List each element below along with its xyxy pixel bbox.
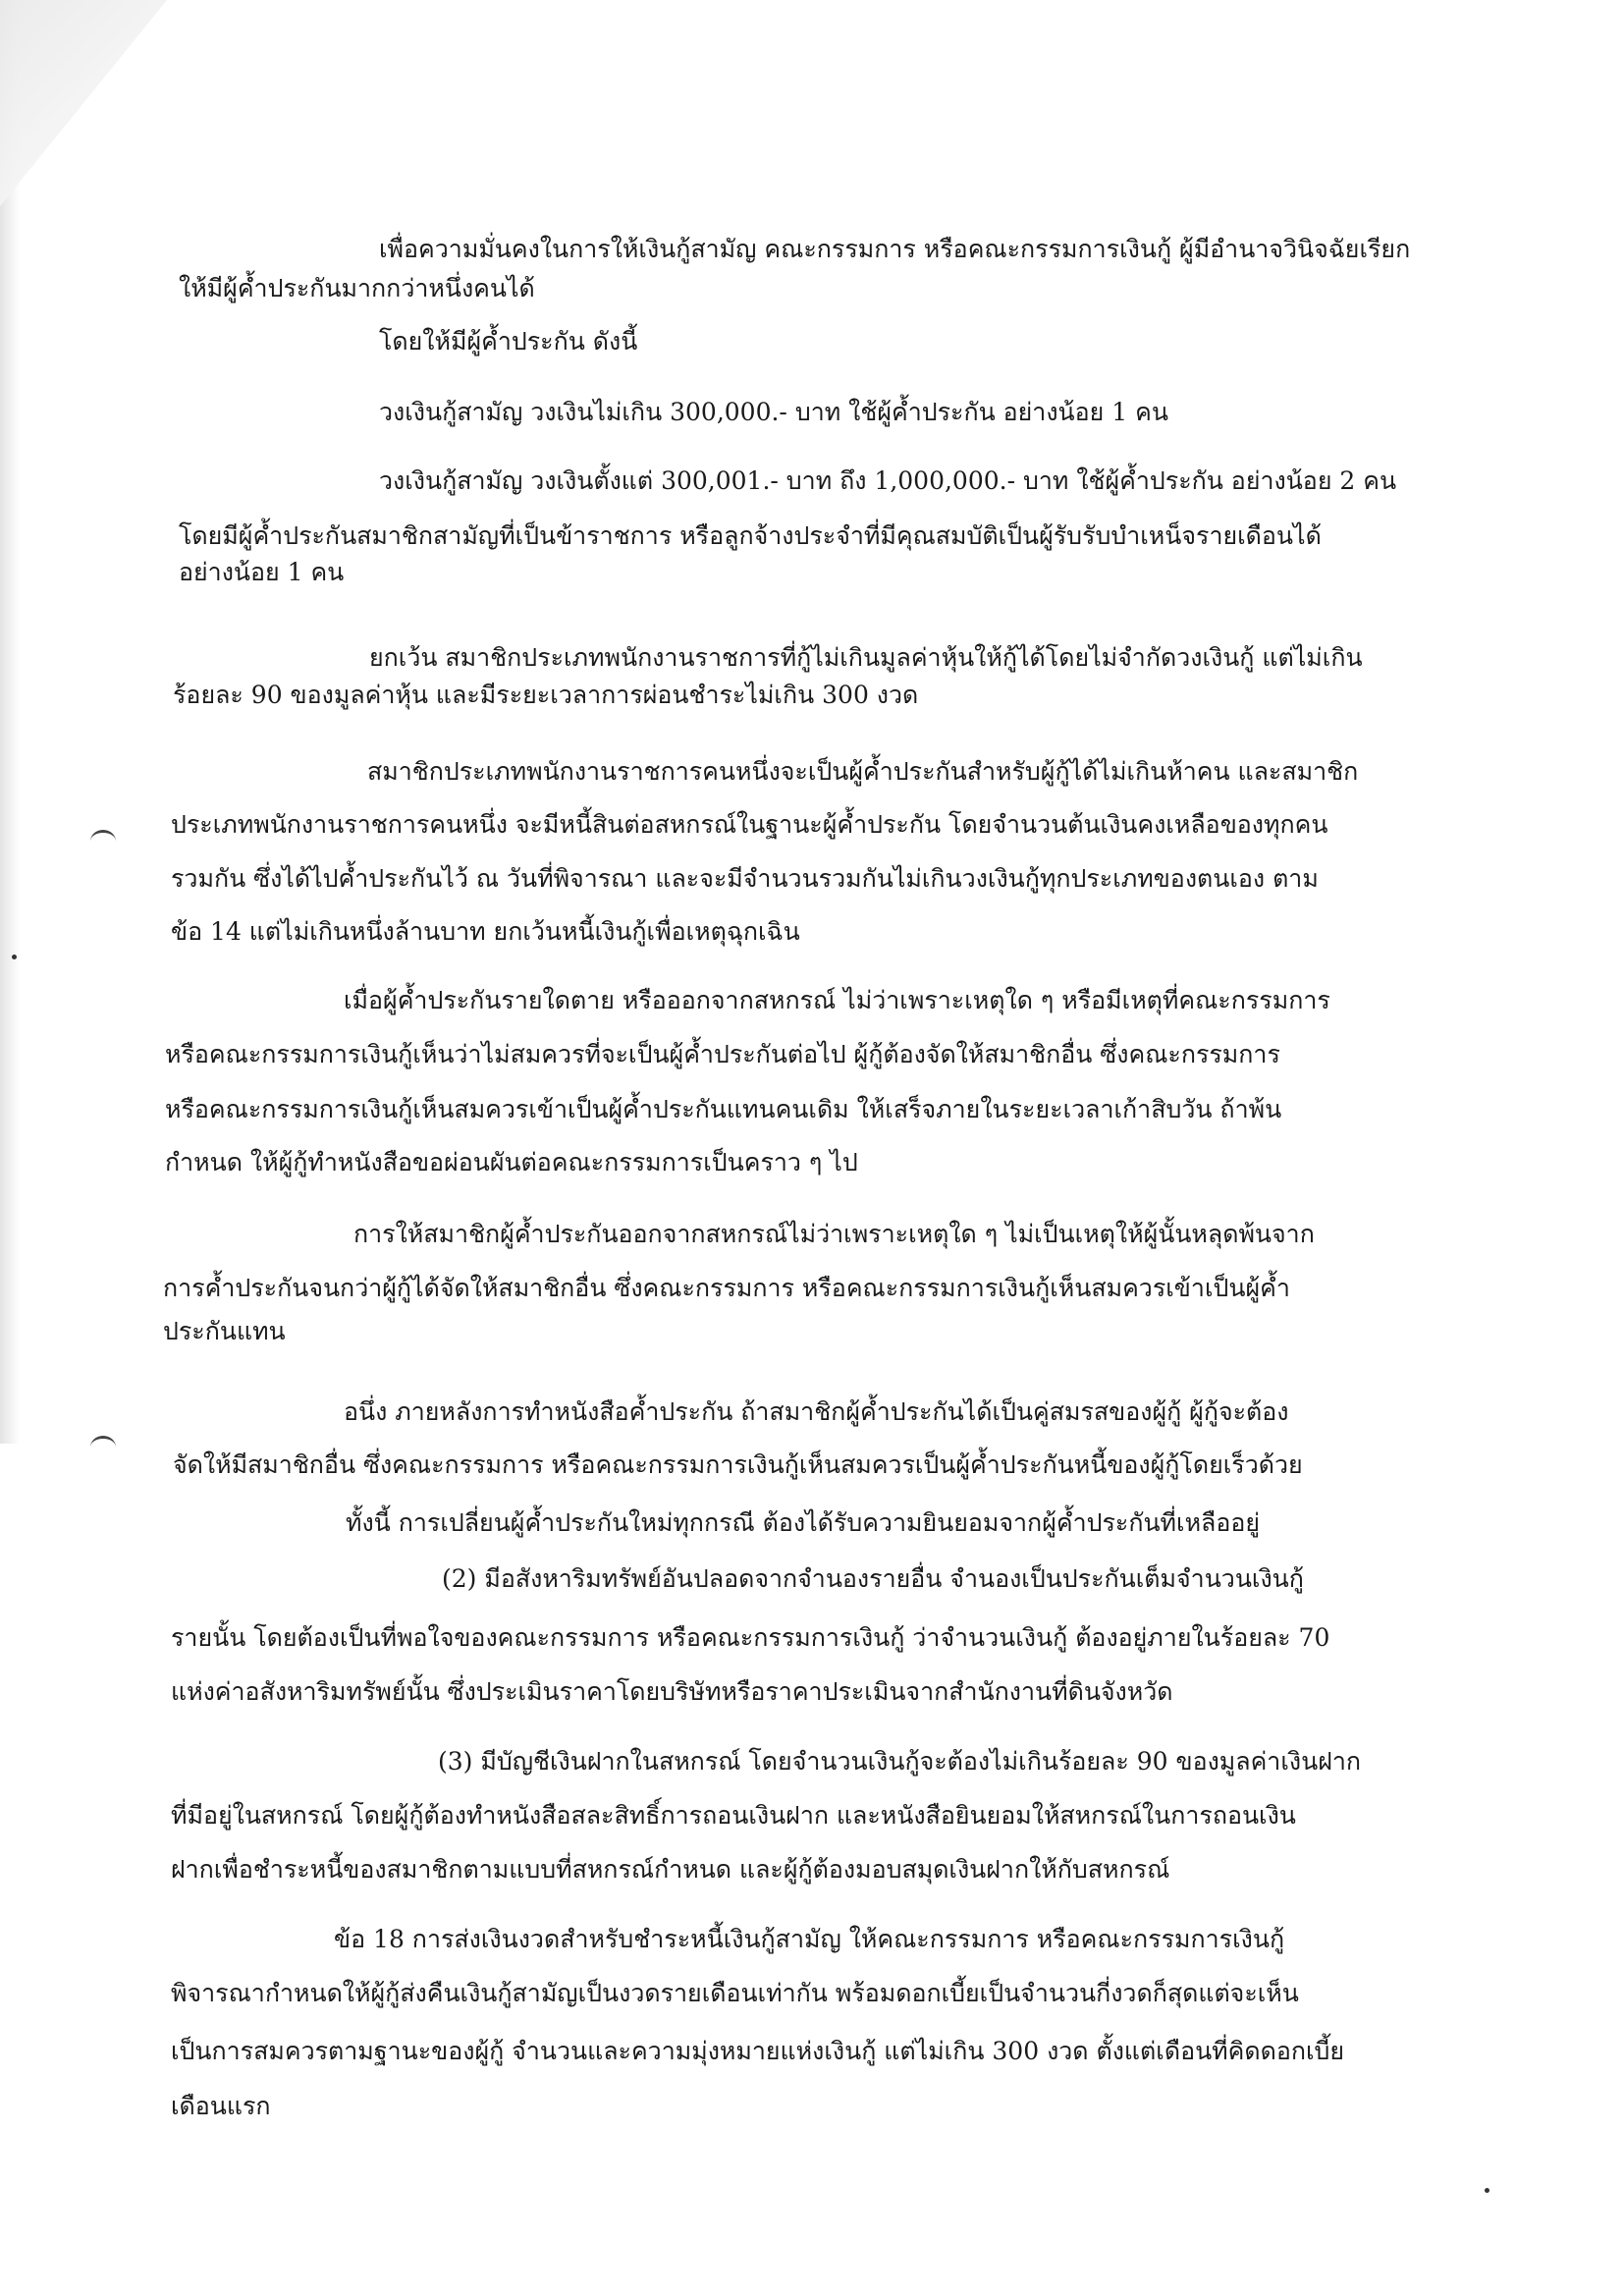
- paragraph-line: หรือคณะกรรมการเงินกู้เห็นสมควรเข้าเป็นผู้ค้ำประกันแทนคนเดิม ให้เสร็จภายในระยะเวลาเก้าสิบวัน ถ้าพ้น: [165, 1095, 1282, 1123]
- paragraph-line: พิจารณากำหนดให้ผู้กู้ส่งคืนเงินกู้สามัญเป็นงวดรายเดือนเท่ากัน พร้อมดอกเบี้ยเป็นจำนวนกี่งวดก็สุดแต่จะเห็น: [171, 1979, 1299, 2007]
- paragraph-line: ฝากเพื่อชำระหนี้ของสมาชิกตามแบบที่สหกรณ์กำหนด และผู้กู้ต้องมอบสมุดเงินฝากให้กับสหกรณ์: [171, 1855, 1170, 1884]
- folded-corner: [0, 0, 167, 206]
- paragraph-line: ทั้งนี้ การเปลี่ยนผู้ค้ำประกันใหม่ทุกกรณี ต้องได้รับความยินยอมจากผู้ค้ำประกันที่เหลืออยู่: [346, 1508, 1261, 1537]
- ink-speck: [1485, 2188, 1489, 2193]
- paragraph-line: เป็นการสมควรตามฐานะของผู้กู้ จำนวนและความมุ่งหมายแห่งเงินกู้ แต่ไม่เกิน 300 งวด ตั้งแต่เดือนที่คิดดอกเบี้ย: [171, 2037, 1345, 2065]
- paragraph-line: การค้ำประกันจนกว่าผู้กู้ได้จัดให้สมาชิกอื่น ซึ่งคณะกรรมการ หรือคณะกรรมการเงินกู้เห็นสมควรเข้าเป็นผู้ค้ำ: [163, 1274, 1290, 1302]
- punch-hole-mark-upper: [90, 830, 116, 852]
- paragraph-line: ที่มีอยู่ในสหกรณ์ โดยผู้กู้ต้องทำหนังสือสละสิทธิ์การถอนเงินฝาก และหนังสือยินยอมให้สหกรณ์ในการถอนเงิน: [171, 1801, 1296, 1830]
- paragraph-line: สมาชิกประเภทพนักงานราชการคนหนึ่งจะเป็นผู้ค้ำประกันสำหรับผู้กู้ได้ไม่เกินห้าคน และสมาชิก: [367, 757, 1359, 786]
- paragraph-line: อนึ่ง ภายหลังการทำหนังสือค้ำประกัน ถ้าสมาชิกผู้ค้ำประกันได้เป็นคู่สมรสของผู้กู้ ผู้กู้จะต้อง: [344, 1397, 1289, 1426]
- paragraph-line: ให้มีผู้ค้ำประกันมากกว่าหนึ่งคนได้: [179, 274, 535, 302]
- paragraph-line: ข้อ 18 การส่งเงินงวดสำหรับชำระหนี้เงินกู้สามัญ ให้คณะกรรมการ หรือคณะกรรมการเงินกู้: [334, 1925, 1285, 1953]
- paragraph-line: ข้อ 14 แต่ไม่เกินหนึ่งล้านบาท ยกเว้นหนี้เงินกู้เพื่อเหตุฉุกเฉิน: [171, 917, 800, 946]
- paragraph-line: กำหนด ให้ผู้กู้ทำหนังสือขอผ่อนผันต่อคณะกรรมการเป็นคราว ๆ ไป: [165, 1148, 858, 1176]
- paragraph-line: โดยมีผู้ค้ำประกันสมาชิกสามัญที่เป็นข้าราชการ หรือลูกจ้างประจำที่มีคุณสมบัติเป็นผู้รับรับบำเหน็จรายเดือนได้: [179, 521, 1322, 550]
- ink-speck: [12, 955, 17, 959]
- paragraph-line: เพื่อความมั่นคงในการให้เงินกู้สามัญ คณะกรรมการ หรือคณะกรรมการเงินกู้ ผู้มีอำนาจวินิจฉัยเรียก: [379, 235, 1411, 263]
- paragraph-line: แห่งค่าอสังหาริมทรัพย์นั้น ซึ่งประเมินราคาโดยบริษัทหรือราคาประเมินจากสำนักงานที่ดินจังหวัด: [171, 1677, 1173, 1706]
- paragraph-line: หรือคณะกรรมการเงินกู้เห็นว่าไม่สมควรที่จะเป็นผู้ค้ำประกันต่อไป ผู้กู้ต้องจัดให้สมาชิกอื่น ซึ่งคณะกรรมการ: [165, 1040, 1280, 1068]
- paragraph-line: ประเภทพนักงานราชการคนหนึ่ง จะมีหนี้สินต่อสหกรณ์ในฐานะผู้ค้ำประกัน โดยจำนวนต้นเงินคงเหลือของทุกคน: [171, 810, 1328, 839]
- paragraph-line: (3) มีบัญชีเงินฝากในสหกรณ์ โดยจำนวนเงินกู้จะต้องไม่เกินร้อยละ 90 ของมูลค่าเงินฝาก: [438, 1747, 1362, 1776]
- paragraph-line: โดยให้มีผู้ค้ำประกัน ดังนี้: [379, 327, 638, 355]
- paragraph-line: เมื่อผู้ค้ำประกันรายใดตาย หรือออกจากสหกรณ์ ไม่ว่าเพราะเหตุใด ๆ หรือมีเหตุที่คณะกรรมการ: [344, 986, 1330, 1014]
- scan-shadow-edge: [0, 0, 20, 1444]
- paragraph-line: ประกันแทน: [163, 1317, 286, 1345]
- paragraph-line: อย่างน้อย 1 คน: [179, 558, 345, 586]
- paragraph-line: ยกเว้น สมาชิกประเภทพนักงานราชการที่กู้ไม่เกินมูลค่าหุ้นให้กู้ได้โดยไม่จำกัดวงเงินกู้ แต่ไม่เกิน: [369, 643, 1363, 672]
- paragraph-line: ร้อยละ 90 ของมูลค่าหุ้น และมีระยะเวลาการผ่อนชำระไม่เกิน 300 งวด: [173, 681, 919, 709]
- paragraph-line: รวมกัน ซึ่งได้ไปค้ำประกันไว้ ณ วันที่พิจารณา และจะมีจำนวนรวมกันไม่เกินวงเงินกู้ทุกประเภทของตนเอง ตาม: [171, 864, 1319, 893]
- paragraph-line: เดือนแรก: [171, 2092, 271, 2120]
- paragraph-line: การให้สมาชิกผู้ค้ำประกันออกจากสหกรณ์ไม่ว่าเพราะเหตุใด ๆ ไม่เป็นเหตุให้ผู้นั้นหลุดพ้นจาก: [353, 1220, 1315, 1248]
- paragraph-line: จัดให้มีสมาชิกอื่น ซึ่งคณะกรรมการ หรือคณะกรรมการเงินกู้เห็นสมควรเป็นผู้ค้ำประกันหนี้ของผู้กู้โดยเร็วด้วย: [173, 1450, 1303, 1479]
- paragraph-line: วงเงินกู้สามัญ วงเงินไม่เกิน 300,000.- บาท ใช้ผู้ค้ำประกัน อย่างน้อย 1 คน: [379, 398, 1168, 426]
- paragraph-line: (2) มีอสังหาริมทรัพย์อันปลอดจากจำนองรายอื่น จำนองเป็นประกันเต็มจำนวนเงินกู้: [442, 1564, 1304, 1593]
- paragraph-line: รายนั้น โดยต้องเป็นที่พอใจของคณะกรรมการ หรือคณะกรรมการเงินกู้ ว่าจำนวนเงินกู้ ต้องอยู่ภายในร้อยละ 70: [171, 1623, 1330, 1652]
- paragraph-line: วงเงินกู้สามัญ วงเงินตั้งแต่ 300,001.- บาท ถึง 1,000,000.- บาท ใช้ผู้ค้ำประกัน อย่างน้อย 2 คน: [379, 466, 1397, 495]
- punch-hole-mark-lower: [90, 1436, 116, 1458]
